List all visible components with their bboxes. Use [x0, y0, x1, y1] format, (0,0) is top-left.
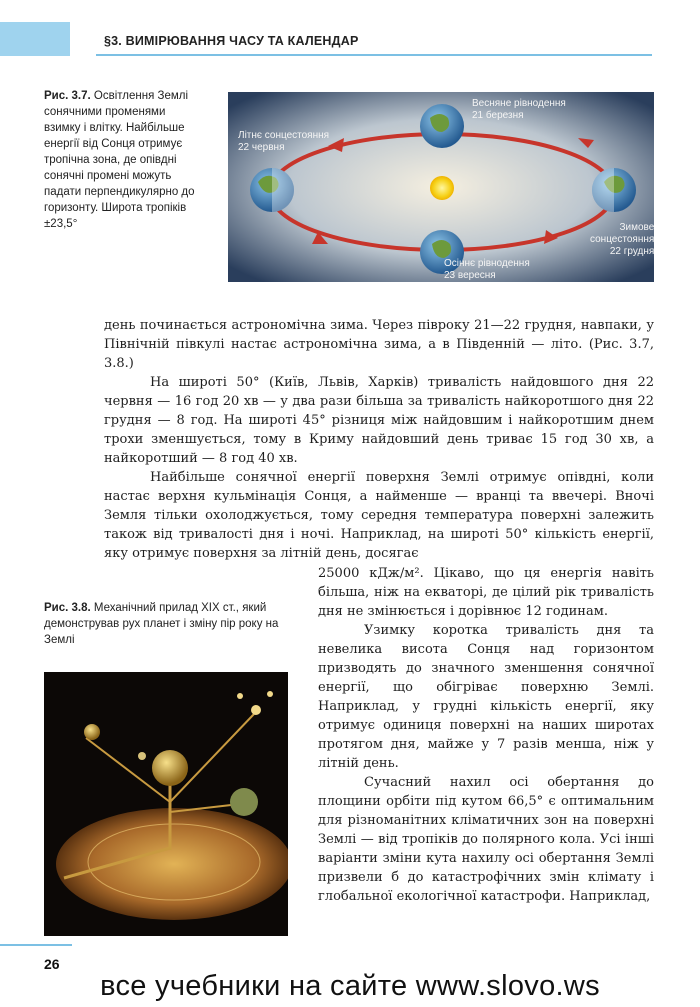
main-text-block	[104, 316, 654, 563]
orrery-planet-icon	[84, 724, 100, 740]
label-summer-solstice: Літнє сонцестояння 22 червня	[238, 130, 330, 153]
paragraph-3-continued: 25000 кДж/м². Цікаво, що ця енергія навіть більша, ніж на екваторі, де цілий рік тривалість дня не змінюється і дорівнює 12 годинам.	[318, 566, 654, 619]
earth-summer-icon	[250, 168, 294, 212]
label-autumn-equinox: Осіннє рівнодення 23 вересня	[444, 258, 530, 281]
header-color-tab	[0, 22, 70, 56]
header-divider	[96, 54, 652, 56]
figure-3-7-caption-text: Освітлення Землі сонячними променями взимку і влітку. Найбільше енергії від Сонця отримує тропічна зона, де опівдні сонячні промені можуть падати перпендикулярно до горизонту. Широта тропіків ±23,5°	[44, 90, 195, 230]
orrery-base-disc	[56, 808, 288, 920]
paragraph-4: Узимку коротка тривалість дня та невелика висота Сонця над горизонтом призводять до значного зменшення сонячної енергії, що обігріває поверхню Землі. Наприклад, у грудні кількість енергії, яку отримує одиниця поверхні на наших широтах протягом дня, майже у 7 разів менша, ніж у літній день.	[318, 623, 654, 771]
paragraph-5: Сучасний нахил осі обертання до площини орбіти під кутом 66,5° є оптимальним для різноманітних кліматичних зон на поверхні Землі — від тропіків до полярного кола. Усі інші варіанти зміни кута нахилу осі обертання Землі призвели б до катастрофічних змін клімату і глобальної екологічної катастрофи. Наприклад,	[318, 775, 654, 904]
orrery-planet-icon	[251, 705, 261, 715]
sun-icon	[430, 176, 454, 200]
orrery-planet-icon	[138, 752, 146, 760]
orrery-earth-icon	[230, 788, 258, 816]
page-number: 26	[44, 956, 60, 972]
figure-3-8-caption-text: Механічний прилад XIX ст., який демонстрував рух планет і зміну пір року на Землі	[44, 602, 279, 646]
figure-3-8-orrery-photo	[44, 672, 288, 936]
orrery-illustration	[44, 672, 288, 936]
paragraph-2: На широті 50° (Київ, Львів, Харків) тривалість найдовшого дня 22 червня — 16 год 20 хв — у два рази більша за тривалість найкоротшого дня 22 грудня — 8 год. На широті 45° різниця між найдовшим і найкоротшим днем трохи зменшується, тому в Криму найдовший день триває 15 год 30 хв, а найкоротший — 8 год 40 хв.	[104, 375, 654, 466]
paragraph-3: Найбільше сонячної енергії поверхня Землі отримує опівдні, коли настає верхня кульмінація Сонця, а найменше — вранці та ввечері. Вночі Земля тільки охолоджується, тому середня температура поверхні залежить також від тривалості дня і ночі. Наприклад, на широті 50° кількість енергії, яку отримує поверхня за літній день, досягає	[104, 470, 654, 561]
label-spring-equinox: Весняне рівнодення 21 березня	[472, 98, 566, 121]
orrery-sun-icon	[152, 750, 188, 786]
figure-3-7-orbit-diagram	[228, 92, 654, 282]
footer-divider	[0, 944, 72, 946]
paragraph-1: день починається астрономічна зима. Через півроку 21—22 грудня, навпаки, у Північній півкулі настає астрономічна зима, а в Південній — літо. (Рис. 3.7, 3.8.)	[104, 318, 654, 371]
label-winter-solstice: Зимове сонцестояння 22 грудня	[590, 222, 654, 257]
right-column-text	[318, 564, 654, 906]
figure-3-7-caption-label: Рис. 3.7.	[44, 90, 91, 102]
section-title: §3. ВИМІРЮВАННЯ ЧАСУ ТА КАЛЕНДАР	[104, 34, 359, 48]
figure-3-7-caption	[44, 88, 204, 232]
figure-3-8-caption	[44, 600, 292, 648]
site-watermark-text: все учебники на сайте www.slovo.ws	[100, 970, 600, 1002]
earth-spring-icon	[420, 104, 464, 148]
earth-winter-icon	[592, 168, 636, 212]
figure-3-8-caption-label: Рис. 3.8.	[44, 602, 91, 614]
